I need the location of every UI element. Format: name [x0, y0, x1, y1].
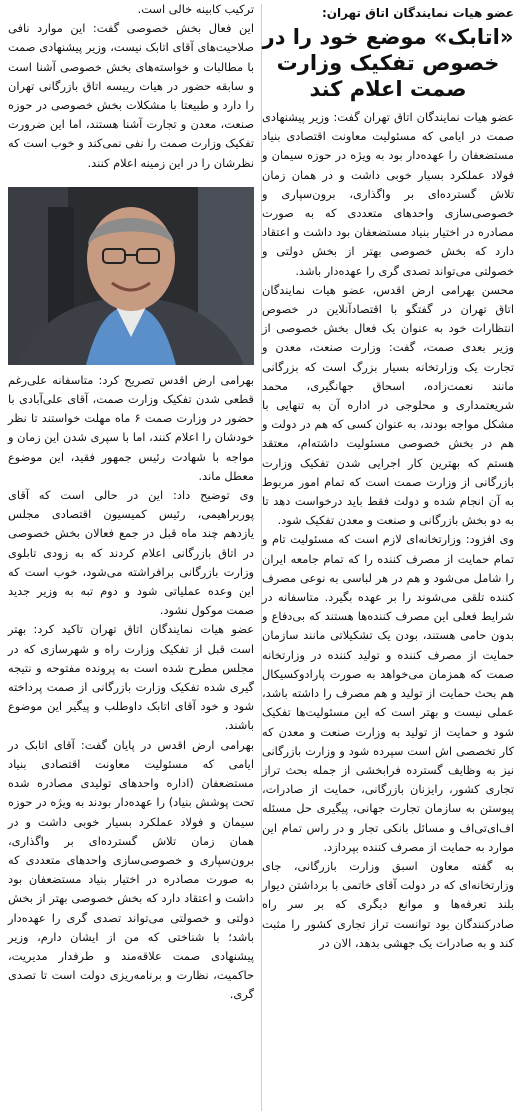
right-paragraph-2: محسن بهرامی ارض اقدس، عضو هیات نمایندگان اتاق تهران در گفتگو با اقتصادآنلاین در خصوص انتظارات خود به عنوان یک فعال بخش خصوصی از وزیر بعدی صمت، گفت: وزارت صنعت، معدن و تجارت یک وزارتخانه بسیار بزرگ است که بزرگانی مانند نعمت‌زاده، اسحاق جهانگیری، محمد شریعتمداری و محلوجی در اداره آن به تنهایی با مشکل مواجه بودند، به عنوان کسی که هم در دولت و هم در بخش خصوصی مسئولیت داشته‌ام، معتقد هستم که بهترین کار اجرایی شدن تفکیک وزارت بازرگانی از وزارت صمت است که تمام امور مربوط به آن انجام شده و دولت فقط باید درخواست دهد تا به دو بخش بازرگانی و صنعت و معدن تفکیک شود. — [262, 282, 514, 528]
left-paragraph-6: بهرامی ارض اقدس در پایان گفت: آقای اتابک در ایامی که مسئولیت معاونت اقتصادی بنیاد مستضعفان (اداره واحدهای تولیدی مصادره شده تحت پوشش بنیاد) را عهده‌دار بودند به ویژه در حوزه سیمان و فولاد عملکرد بسیار خوبی داشت و در همان زمان تلاش گسترده‌ای بر واگذاری، برون‌سپاری و خصوصی‌سازی واحدهای متعددی که به صورت مصادره در اختیار بنیاد مستضعفان بود داشت و اعتقاد دارد که بخش خصوصی بهتر از بخش دولتی و خصولتی می‌تواند تصدی گری را عهده‌دار باشد؛ با شناختی که من از ایشان دارم، وزیر پیشنهادی صمت علاقه‌مند و طرفدار مدیریت، حاکمیت، نظارت و برنامه‌ریزی دولت است تا تصدی گری. — [8, 737, 254, 1002]
kicker: عضو هیات نمایندگان اتاق تهران: — [321, 6, 514, 20]
left-column — [8, 0, 254, 1005]
portrait-photo — [8, 187, 254, 365]
portrait-photo-icon — [8, 187, 254, 365]
left-paragraph-4: وی توضیح داد: این در حالی است که آقای پوربراهیمی، رئیس کمیسیون اقتصادی مجلس یازدهم چند ماه قبل در جمع فعالان بخش خصوصی در اتاق بازرگانی اعلام کردند که به زودی تابلوی وزارت بازرگانی برافراشته می‌شود، خوب است که این وعده عملیاتی شود و دوم تبه به وزیر جدید صمت موکول نشود. — [8, 488, 254, 618]
right-column — [262, 0, 514, 953]
right-paragraph-4: به گفته معاون اسبق وزارت بازرگانی، جای وزارتخانه‌ای که در دولت آقای خاتمی با برداشتن دیوار بلند تعرفه‌ها و موانع دیگری که بر سر راه صادرکنندگان بود توانست تراز تجاری کشور را مثبت کند و به صادرات یک جهشی بدهد، الان در — [262, 858, 514, 950]
left-paragraph-1: ترکیب کابینه خالی است. — [137, 2, 254, 16]
left-paragraph-3: بهرامی ارض اقدس تصریح کرد: متاسفانه علی‌رغم قطعی شدن تفکیک وزارت صمت، آقای علی‌آبادی با حضور در وزارت صمت ۶ ماه مهلت خواستند تا نظر خودشان را اعلام کنند، اما با سپری شدن این زمان و مواجه با شهادت رئیس جمهور فقید، این موضوع معطل ماند. — [8, 372, 254, 483]
left-paragraph-2: این فعال بخش خصوصی گفت: این موارد نافی صلاحیت‌های آقای اتابک نیست، وزیر پیشنهادی صمت با مطالبات و خواسته‌های بخش خصوصی آشنا است و سابقه حضور در هیات رییسه اتاق بازرگانی تهران را دارد و طبیعتا با مشکلات بخش خصوصی در حوزه صنعت، معدن و تجارت آشنا هستند، اما این ضرورت تفکیک وزارت صمت را نفی نمی‌کند و خوب است که نظرشان را در این زمینه اعلام کنند. — [8, 21, 254, 170]
right-paragraph-1: عضو هیات نمایندگان اتاق تهران گفت: وزیر پیشنهادی صمت در ایامی که مسئولیت معاونت اقتصادی بنیاد مستضعفان را عهده‌دار بود به ویژه در حوزه سیمان و فولاد عملکرد بسیار خوبی داشت و در همان زمان تلاش گسترده‌ای بر واگذاری، برون‌سپاری و خصوصی‌سازی واحدهای متعددی که به صورت مصادره در اختیار بنیاد مستضعفان بود داشت و اعتقاد دارد که بخش خصوصی بهتر از بخش دولتی و خصولتی می‌تواند تصدی گری را عهده‌دار باشد. — [262, 110, 514, 278]
right-paragraph-3: وی افزود: وزارتخانه‌ای لازم است که مسئولیت تام و تمام حمایت از مصرف کننده را که تمام جامعه ایران را شامل می‌شود و هم در هر لباسی به نوعی مصرف کننده تلقی می‌شوند را بر عهده بگیرد. متاسفانه در شرایط فعلی این مصرف کننده‌ها هستند که بی‌دفاع و بدون حامی هستند، بودن یک تشکیلاتی مانند سازمان حمایت از مصرف کننده و تولید کننده در وزارتخانه صمت که همزمان می‌خواهد به صورت پارادوکسیکال هم بحث حمایت از تولید و هم مصرف را داشته باشد، عملی نیست و بهتر است که این مسئولیت‌ها تفکیک شود و حمایت از تولید به وزارت صنعت و معدن که کار تخصصی اش است سپرده شود و وزارت بازرگانی نیز به وظایف گسترده فرابخشی از جمله بحث تراز تجاری کشور، رایزنان بازرگانی، حمایت از صادرات، پیوستن به سازمان تجارت جهانی، پیگیری حل مسئله اف‌ای‌تی‌اف و مسائل بانکی تجار و در راس تمام این موارد به حمایت از مصرف کننده بپردازد. — [262, 532, 514, 854]
left-paragraph-5: عضو هیات نمایندگان اتاق تهران تاکید کرد: بهتر است قبل از تفکیک وزارت راه و شهرسازی که در مجلس مطرح شده است به پرونده مفتوحه و نتیجه گیری شده تفکیک وزارت بازرگانی از صمت پرداخته شود و خود آقای اتابک داوطلب و پیگیر این موضوع باشند. — [8, 622, 254, 733]
headline: «اتابک» موضع خود را در خصوص تفکیک وزارت صمت اعلام کند — [262, 25, 514, 101]
